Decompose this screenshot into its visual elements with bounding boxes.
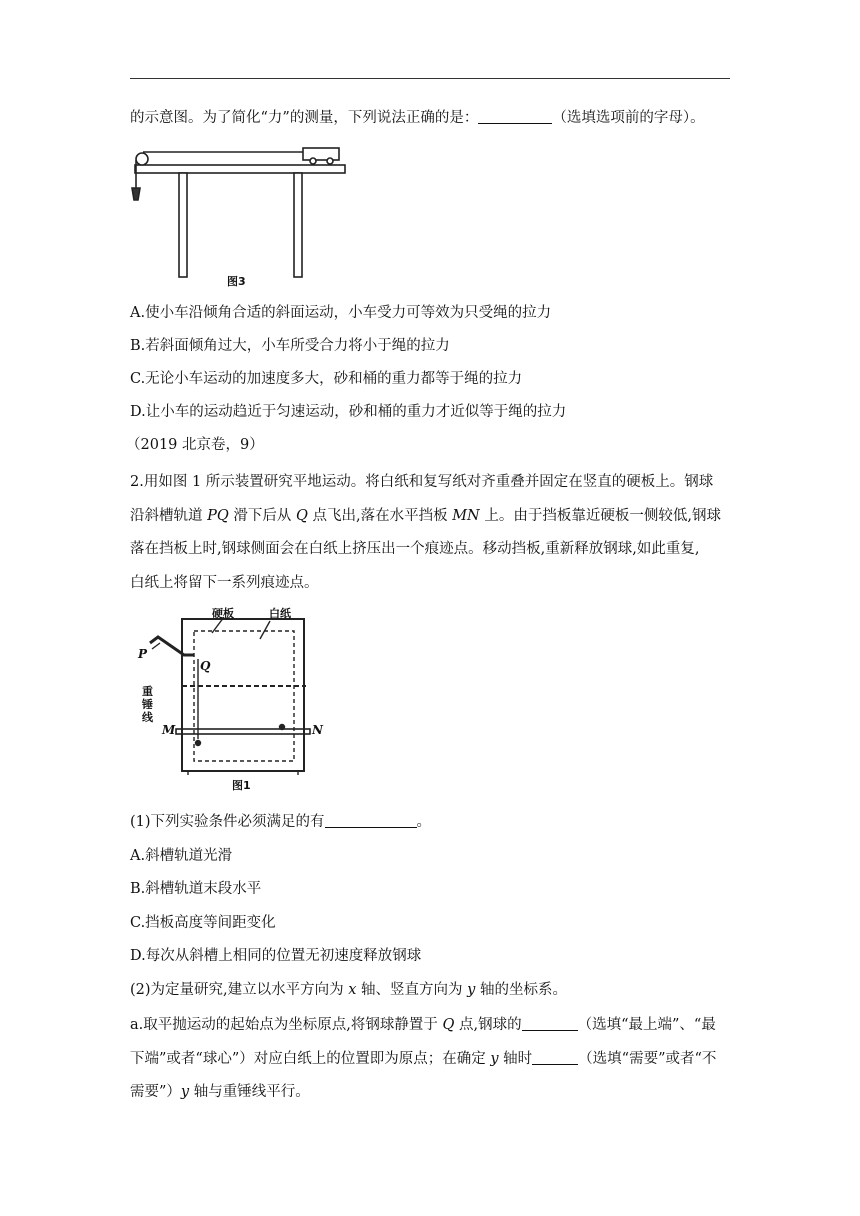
sub2a-line-3: 需要”）y 轴与重锤线平行。	[130, 1084, 310, 1100]
label-p: P	[138, 647, 148, 661]
q2-line-4: 白纸上将留下一系列痕迹点。	[130, 575, 319, 591]
question-continuation: 的示意图。为了简化“力”的测量，下列说法正确的是： （选填选项前的字母）。	[130, 110, 705, 126]
figure-3	[127, 142, 357, 292]
source-tag: （2019 北京卷，9）	[126, 437, 264, 453]
answer-blank[interactable]	[478, 109, 552, 124]
sub1-option-c: C.挡板高度等间距变化	[130, 915, 276, 931]
answer-blank[interactable]	[325, 813, 417, 828]
figure-1	[132, 603, 352, 793]
label-n: N	[312, 723, 323, 737]
sub2-stem: (2)为定量研究,建立以水平方向为 x 轴、竖直方向为 y 轴的坐标系。	[130, 982, 567, 998]
label-paper: 白纸	[269, 607, 291, 620]
label-board: 硬板	[212, 607, 234, 620]
label-q: Q	[200, 659, 211, 673]
sub1-stem: (1)下列实验条件必须满足的有 。	[130, 814, 432, 830]
option-c: C.无论小车运动的加速度多大，砂和桶的重力都等于绳的拉力	[130, 371, 523, 387]
option-a: A.使小车沿倾角合适的斜面运动，小车受力可等效为只受绳的拉力	[130, 305, 552, 321]
label-plumb: 重 锤 线	[142, 685, 153, 724]
sub1-option-b: B.斜槽轨道末段水平	[130, 881, 262, 897]
figure-3-caption: 图3	[227, 275, 246, 288]
q2-line-1: 2.用如图 1 所示装置研究平地运动。将白纸和复写纸对齐重叠并固定在竖直的硬板上。钢球	[130, 474, 714, 490]
sub2a-line-2: 下端”或者“球心”）对应白纸上的位置即为原点；在确定 y 轴时 （选填“需要”或者“不	[130, 1051, 717, 1067]
label-m: M	[162, 723, 176, 737]
option-d: D.让小车的运动趋近于匀速运动，砂和桶的重力才近似等于绳的拉力	[130, 404, 567, 420]
q2-line-2: 沿斜槽轨道 PQ 滑下后从 Q 点飞出,落在水平挡板 MN 上。由于挡板靠近硬板一侧较低,钢球	[130, 508, 721, 524]
answer-blank[interactable]	[532, 1050, 578, 1065]
option-b: B.若斜面倾角过大，小车所受合力将小于绳的拉力	[130, 338, 450, 354]
sub1-option-d: D.每次从斜槽上相同的位置无初速度释放钢球	[130, 948, 422, 964]
q2-line-3: 落在挡板上时,钢球侧面会在白纸上挤压出一个痕迹点。移动挡板,重新释放钢球,如此重复,	[130, 541, 700, 557]
header-rule	[130, 78, 730, 79]
answer-blank[interactable]	[522, 1016, 578, 1031]
sub2a-line-1: a.取平抛运动的起始点为坐标原点,将钢球静置于 Q 点,钢球的 （选填“最上端”、“最	[130, 1017, 716, 1033]
sub1-option-a: A.斜槽轨道光滑	[130, 848, 233, 864]
figure-1-caption: 图1	[232, 779, 251, 792]
